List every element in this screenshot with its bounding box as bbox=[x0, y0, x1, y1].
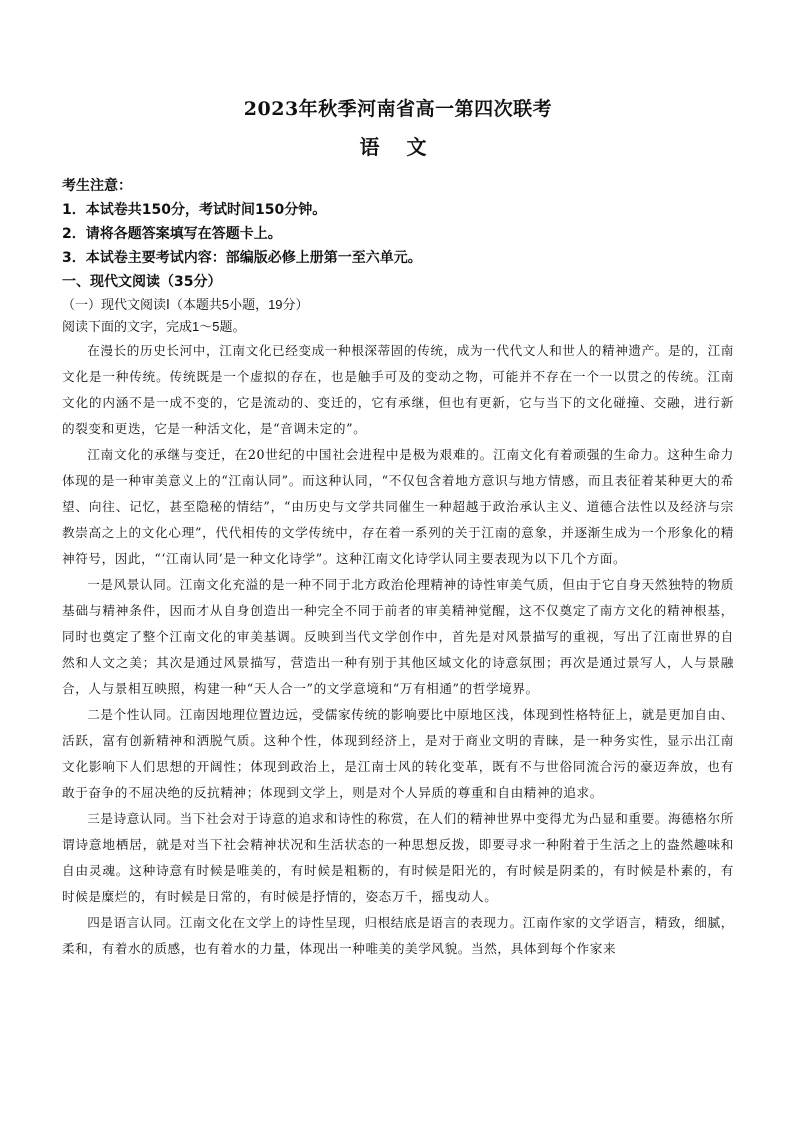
notice-item-2: 2．请将各题答案填写在答题卡上。 bbox=[62, 226, 282, 242]
passage-paragraph-3: 一是风景认同。江南文化充溢的是一种不同于北方政治伦理精神的诗性审美气质，但由于它自身天然独特的物质基础与精神条件，因而才从自身创造出一种完全不同于前者的审美精神觉醒，这不仅奠定了南方文化的精神根基，同时也奠定了整个江南文化的审美基调。反映到当代文学创作中，首先是对风景描写的重视，写出了江南世界的自然和人文之美；其次是通过风景描写，营造出一种有别于其他区域文化的诗意氛围；再次是通过景写人，人与景融合，人与景相互映照，构建一种“天人合一”的文学意境和“万有相通”的哲学境界。 bbox=[62, 577, 734, 696]
notice-item-3: 3．本试卷主要考试内容：部编版必修上册第一至六单元。 bbox=[62, 250, 422, 266]
notice-item-1: 1．本试卷共150分，考试时间150分钟。 bbox=[62, 202, 327, 218]
passage-paragraph-2: 江南文化的承继与变迁，在20世纪的中国社会进程中是极为艰难的。江南文化有着顽强的生命力。这种生命力体现的是一种审美意义上的“江南认同”。而这种认同，“不仅包含着地方意识与地方情感，而且表征着某种更大的希望、向往、记忆，甚至隐秘的情结”，“由历史与文学共同催生一种超越于政治承认主义、道德合法性以及经济与宗教崇高之上的文化心理”，代代相传的文学传统中，存在着一系列的关于江南的意象，并逐渐生成为一个形象化的精神符号，因此，“‘江南认同’是一种文化诗学”。这种江南文化诗学认同主要表现为以下几个方面。 bbox=[62, 447, 734, 566]
section-heading: 一、现代文阅读（35分） bbox=[62, 274, 222, 290]
passage-paragraph-4: 二是个性认同。江南因地理位置边远，受儒家传统的影响要比中原地区浅，体现到性格特征上，就是更加自由、活跃，富有创新精神和洒脱气质。这种个性，体现到经济上，是对于商业文明的青睐，是一种务实性，显示出江南文化影响下人们思想的开阔性；体现到政治上，是江南士风的转化变革，既有不与世俗同流合污的豪迈奔放，也有敢于奋争的不屈决绝的反抗精神；体现到文学上，则是对个人异质的尊重和自由精神的追求。 bbox=[62, 707, 734, 800]
reading-instruction: 阅读下面的文字，完成1～5题。 bbox=[62, 319, 246, 334]
section-subheading: （一）现代文阅读Ⅰ（本题共5小题，19分） bbox=[62, 297, 309, 312]
passage-paragraph-6: 四是语言认同。江南文化在文学上的诗性呈现，归根结底是语言的表现力。江南作家的文学语言，精致，细腻，柔和，有着水的质感，也有着水的力量，体现出一种唯美的美学风貌。当然，具体到每个作家来 bbox=[62, 915, 734, 956]
exam-subject: 语 文 bbox=[359, 135, 437, 159]
exam-title: 2023年秋季河南省高一第四次联考 bbox=[243, 98, 553, 120]
notice-heading: 考生注意： bbox=[62, 178, 132, 194]
passage-paragraph-5: 三是诗意认同。当下社会对于诗意的追求和诗性的称赏，在人们的精神世界中变得尤为凸显和重要。海德格尔所谓诗意地栖居，就是对当下社会精神状况和生活状态的一种思想反拨，即要寻求一种附着于生活之上的盎然趣味和自由灵魂。这种诗意有时候是唯美的，有时候是粗粝的，有时候是阳光的，有时候是阴柔的，有时候是朴素的，有时候是糜烂的，有时候是日常的，有时候是抒情的，姿态万千，摇曳动人。 bbox=[62, 811, 734, 904]
passage-paragraph-1: 在漫长的历史长河中，江南文化已经变成一种根深蒂固的传统，成为一代代文人和世人的精神遗产。是的，江南文化是一种传统。传统既是一个虚拟的存在，也是触手可及的变动之物，可能并不存在一个一以贯之的传统。江南文化的内涵不是一成不变的，它是流动的、变迁的，它有承继，但也有更新，它与当下的文化碰撞、交融，进行新的裂变和更迭，它是一种活文化，是“音调未定的”。 bbox=[62, 343, 734, 436]
